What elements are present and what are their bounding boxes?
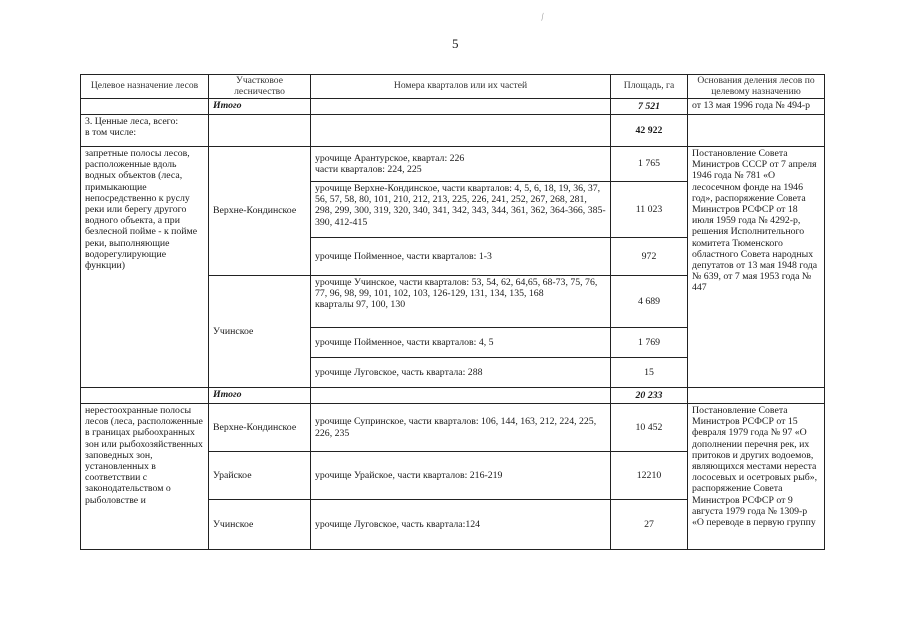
group1-forestry-2: Учинское [209, 276, 311, 388]
group2-area-0: 10 452 [611, 404, 688, 452]
section-3-row [81, 115, 825, 147]
group1-quarters-1: урочище Верхне-Кондинское, части кварталов: 4, 5, 6, 18, 19, 36, 37, 56, 57, 58, 80, 101, 210, 212, 213, 225, 226, 241, 252, 267, 268, 281, 298, 299, 300, 319, 320, 340, 341, 342, 343, 344, 361, 362, 364-366, 385-390, 412-415 [311, 182, 611, 238]
group1-area-0: 1 765 [611, 147, 688, 182]
page-number: 5 [452, 36, 459, 51]
header-area: Площадь, га [611, 75, 688, 99]
group1-purpose: запретные полосы лесов, расположенные вдоль водных объектов (леса, примыкающие непосредственно к руслу реки или берегу другого водного объекта, а при безлесной пойме - к пойме реки, выполняющие водорегулирующие функции) [81, 147, 209, 388]
group1-forestry-1: Верхне-Кондинское [209, 147, 311, 276]
header-purpose: Целевое назначение лесов [81, 75, 209, 99]
section-3-subtitle: в том числе: [85, 127, 137, 139]
total-area: 7 521 [611, 99, 688, 115]
group2-area-2: 27 [611, 500, 688, 550]
group2-forestry-2: Учинское [209, 500, 311, 550]
forest-division-table [80, 74, 825, 550]
table-header-row [81, 75, 825, 99]
group2-area-1: 12210 [611, 452, 688, 500]
group1-basis: Постановление Совета Министров СССР от 7 апреля 1946 года № 781 «О лесосечном фонде на 1946 год», распоряжение Совета Министров РСФСР от 18 июля 1959 года № 4292-р, решения Исполнительного комитета Тюменского областного Совета народных депутатов от 13 мая 1948 года № 639, от 7 мая 1953 года № 447 [688, 147, 825, 388]
section-3-title: 3. Ценные леса, всего: [85, 116, 179, 127]
table-row [81, 147, 825, 182]
stray-mark: ∕ [539, 12, 546, 23]
group1-quarters-5: урочище Луговское, часть квартала: 288 [311, 358, 611, 388]
header-forestry: Участковое лесничество [209, 75, 311, 99]
header-basis: Основания деления лесов по целевому назначению [688, 75, 825, 99]
group2-quarters-2: урочище Луговское, часть квартала:124 [311, 500, 611, 550]
group1-area-2: 972 [611, 238, 688, 276]
group1-quarters-4: урочище Пойменное, части кварталов: 4, 5 [311, 328, 611, 358]
group1-area-1: 11 023 [611, 182, 688, 238]
group1-total-area: 20 233 [611, 388, 688, 404]
group2-basis: Постановление Совета Министров РСФСР от 15 февраля 1979 года № 97 «О дополнении перечня рек, их притоков и других водоемов, являющихся местами нереста лососевых и осетровых рыб», распоряжение Совета Министров РСФСР от 9 августа 1979 года № 1309-р «О переводе в первую группу [688, 404, 825, 550]
group1-quarters-2: урочище Пойменное, части кварталов: 1-3 [311, 238, 611, 276]
group1-total-row [81, 388, 825, 404]
group2-purpose: нерестоохранные полосы лесов (леса, расположенные в границах рыбоохранных зон или рыбохозяйственных заповедных зон, установленных в соответствии с законодательством о рыболовстве и [81, 404, 209, 550]
group2-quarters-1: урочище Урайское, части кварталов: 216-219 [311, 452, 611, 500]
header-quarters: Номера кварталов или их частей [311, 75, 611, 99]
total-row-top [81, 99, 825, 115]
group2-quarters-0: урочище Супринское, части кварталов: 106, 144, 163, 212, 224, 225, 226, 235 [311, 404, 611, 452]
group1-area-3: 4 689 [611, 276, 688, 328]
group2-forestry-0: Верхне-Кондинское [209, 404, 311, 452]
table-row [81, 404, 825, 452]
total-label: Итого [209, 99, 311, 115]
group2-forestry-1: Урайское [209, 452, 311, 500]
group1-area-5: 15 [611, 358, 688, 388]
section-3-area: 42 922 [611, 115, 688, 147]
group1-quarters-3: урочище Учинское, части кварталов: 53, 54, 62, 64,65, 68-73, 75, 76, 77, 96, 98, 99, 101, 102, 103, 126-129, 131, 134, 135, 168 кварталы 97, 100, 130 [311, 276, 611, 328]
group1-area-4: 1 769 [611, 328, 688, 358]
total-basis: от 13 мая 1996 года № 494-р [688, 99, 825, 115]
group1-quarters-0: урочище Арантурское, квартал: 226 части кварталов: 224, 225 [311, 147, 611, 182]
group1-total-label: Итого [209, 388, 311, 404]
